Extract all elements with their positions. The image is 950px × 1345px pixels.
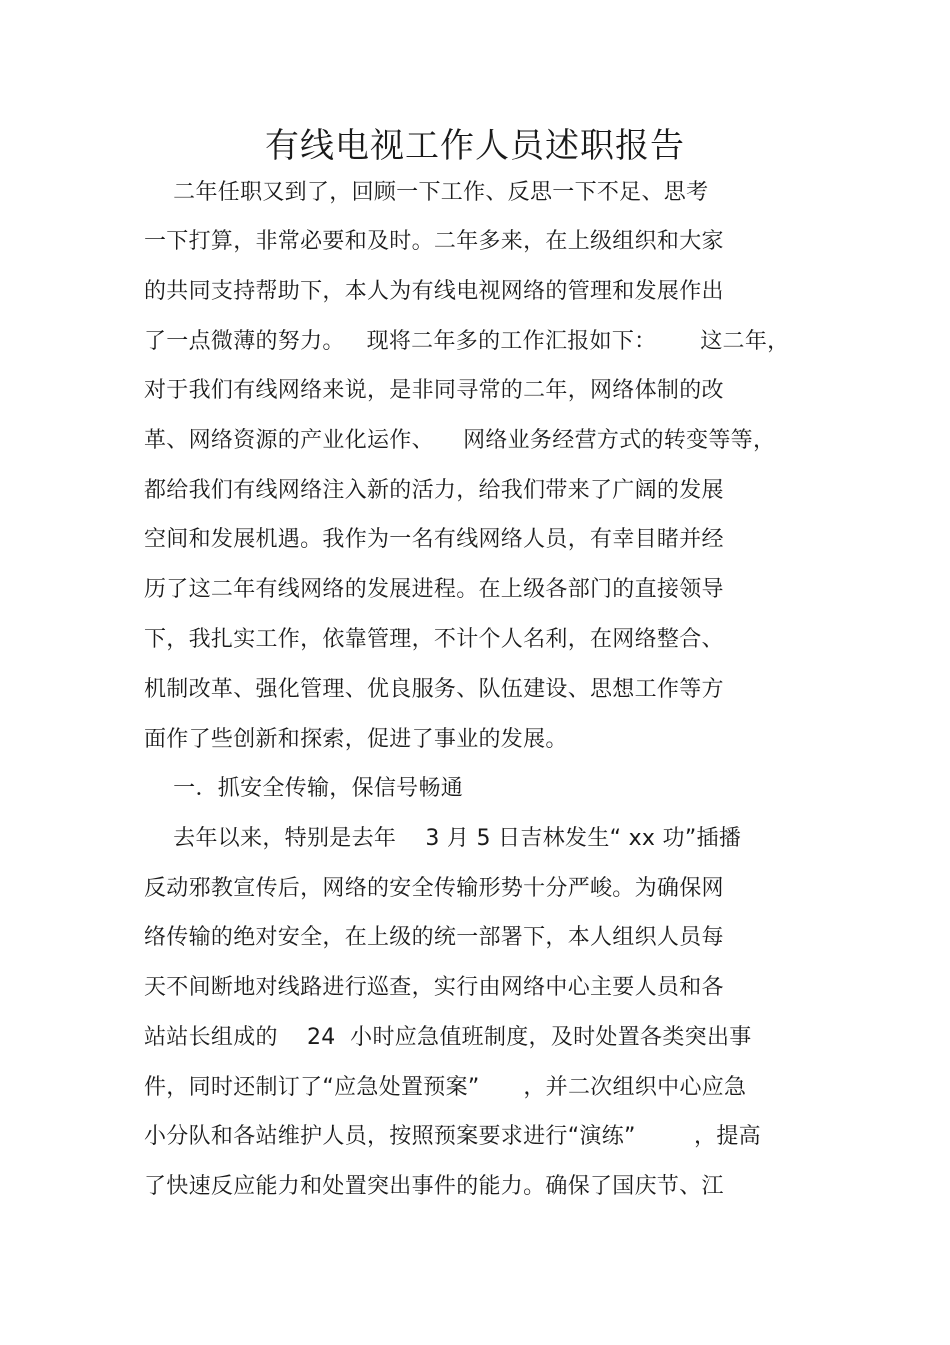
paragraph-line: 二年任职又到了，回顾一下工作、反思一下不足、思考 bbox=[144, 180, 709, 205]
paragraph-line: 去年以来，特别是去年 3 月 5 日吉林发生“ xx 功”插播 bbox=[144, 826, 742, 851]
paragraph-line: 反动邪教宣传后，网络的安全传输形势十分严峻。为确保网 bbox=[144, 876, 724, 901]
paragraph-line: 站站长组成的 24 小时应急值班制度，及时处置各类突出事 bbox=[144, 1025, 752, 1050]
paragraph-line: 对于我们有线网络来说，是非同寻常的二年，网络体制的改 bbox=[144, 378, 724, 403]
paragraph-line: 天不间断地对线路进行巡查，实行由网络中心主要人员和各 bbox=[144, 975, 724, 1000]
paragraph-line: 件，同时还制订了“应急处置预案” ，并二次组织中心应急 bbox=[144, 1075, 747, 1100]
paragraph-line: 了快速反应能力和处置突出事件的能力。确保了国庆节、江 bbox=[144, 1174, 724, 1199]
paragraph-line: 络传输的绝对安全，在上级的统一部署下，本人组织人员每 bbox=[144, 925, 724, 950]
paragraph-line: 机制改革、强化管理、优良服务、队伍建设、思想工作等方 bbox=[144, 677, 724, 702]
section-heading: 一．抓安全传输，保信号畅通 bbox=[144, 776, 464, 801]
paragraph-line: 都给我们有线网络注入新的活力，给我们带来了广阔的发展 bbox=[144, 478, 724, 503]
paragraph-line: 革、网络资源的产业化运作、 网络业务经营方式的转变等等， bbox=[144, 428, 776, 453]
paragraph-line: 面作了些创新和探索，促进了事业的发展。 bbox=[144, 727, 568, 752]
paragraph-line: 历了这二年有线网络的发展进程。在上级各部门的直接领导 bbox=[144, 577, 724, 602]
paragraph-line: 下，我扎实工作，依靠管理，不计个人名利，在网络整合、 bbox=[144, 627, 724, 652]
paragraph-line: 空间和发展机遇。我作为一名有线网络人员，有幸目睹并经 bbox=[144, 527, 724, 552]
paragraph-line: 小分队和各站维护人员，按照预案要求进行“演练” ，提高 bbox=[144, 1124, 761, 1149]
paragraph-line: 的共同支持帮助下，本人为有线电视网络的管理和发展作出 bbox=[144, 279, 724, 304]
paragraph-line: 了一点微薄的努力。 现将二年多的工作汇报如下： 这二年， bbox=[144, 329, 790, 354]
paragraph-line: 一下打算，非常必要和及时。二年多来，在上级组织和大家 bbox=[144, 229, 724, 254]
document-title: 有线电视工作人员述职报告 bbox=[265, 126, 685, 166]
